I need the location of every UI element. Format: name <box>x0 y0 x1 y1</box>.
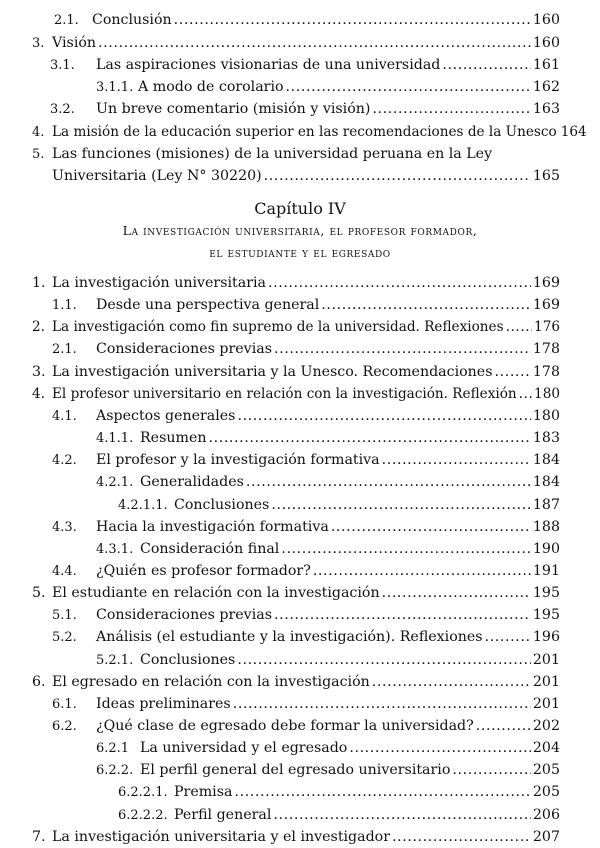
entry-page: 162 <box>532 79 560 95</box>
leader-dots <box>372 98 530 120</box>
entry-title: ¿Quién es profesor formador? <box>96 562 311 579</box>
entry-number: 3.1.1. <box>96 80 134 95</box>
entry-page: 160 <box>532 12 560 28</box>
leader-dots <box>506 316 532 338</box>
toc-entry <box>52 626 560 648</box>
leader-dots <box>274 338 531 360</box>
entry-page: 202 <box>532 718 560 734</box>
entry-title: ¿Qué clase de egresado debe formar la universidad? <box>96 718 474 734</box>
leader-dots <box>452 759 531 781</box>
entry-page: 206 <box>532 806 560 823</box>
entry-page: 204 <box>532 740 560 757</box>
entry-title: Premisa <box>174 784 233 801</box>
entry-title: La investigación universitaria y la Unesco. Recomendaciones <box>52 363 493 380</box>
entry-number: 2.1. <box>52 342 77 358</box>
toc-entry-line2 <box>52 165 560 187</box>
entry-page: 169 <box>532 275 560 291</box>
entry-title: El perfil general del egresado universitario <box>140 762 451 779</box>
leader-dots <box>476 715 531 737</box>
entry-page: 207 <box>532 828 560 845</box>
entry-number: 4. <box>32 385 45 402</box>
entry-number: 1. <box>32 275 46 291</box>
entry-page: 178 <box>532 363 560 380</box>
toc-entry <box>52 405 560 427</box>
entry-page: 169 <box>532 297 560 314</box>
leader-dots <box>268 272 531 294</box>
leader-dots <box>442 54 531 76</box>
entry-page: 205 <box>532 784 560 801</box>
entry-page: 196 <box>532 629 560 646</box>
toc-entry <box>32 272 560 294</box>
toc-entry <box>52 604 560 626</box>
entry-number: 6.2.2. <box>96 763 134 779</box>
entry-title: La misión de la educación superior en las recomendaciones de la Unesco <box>52 124 557 140</box>
entry-number: 3. <box>32 36 45 51</box>
entry-title: Visión <box>52 35 97 51</box>
entry-number: 5.2. <box>52 630 77 646</box>
toc-entry <box>96 76 560 98</box>
toc-entry <box>52 516 560 538</box>
toc-entry <box>32 671 560 693</box>
toc-entry <box>32 582 560 604</box>
leader-dots <box>234 781 530 803</box>
toc-entry <box>54 9 560 31</box>
leader-dots <box>321 294 531 316</box>
leader-dots <box>273 804 531 826</box>
entry-title: Las funciones (misiones) de la universidad peruana en la Ley <box>52 146 493 162</box>
entry-page: 201 <box>532 651 560 668</box>
entry-title: Conclusiones <box>174 496 270 513</box>
entry-title: A modo de corolario <box>138 79 284 95</box>
entry-number: 7. <box>32 828 46 845</box>
toc-entry-line1 <box>32 143 560 166</box>
toc-entry <box>96 471 560 493</box>
entry-title: Consideración final <box>140 540 280 557</box>
entry-number: 4.2. <box>52 453 77 469</box>
leader-dots <box>349 737 531 759</box>
entry-number: 4.2.1.1. <box>118 497 168 513</box>
toc-entry <box>32 316 560 338</box>
toc-entry <box>96 737 560 759</box>
toc-entry <box>118 804 560 826</box>
toc-entry <box>50 98 560 120</box>
entry-page: 164 <box>560 124 587 140</box>
leader-dots <box>271 494 531 516</box>
leader-dots <box>264 165 531 187</box>
toc-entry <box>32 32 560 54</box>
entry-title: Hacia la investigación formativa <box>96 518 329 535</box>
entry-page: 201 <box>532 673 560 690</box>
entry-number: 2. <box>32 319 45 336</box>
toc-entry <box>52 715 560 737</box>
entry-title: Conclusiones <box>140 651 236 668</box>
entry-number: 6.2. <box>52 719 77 734</box>
leader-dots <box>237 649 531 671</box>
entry-number: 2.1. <box>54 13 79 28</box>
toc-entry <box>96 759 560 781</box>
toc-entry <box>96 649 560 671</box>
toc-entry <box>52 693 560 715</box>
entry-title: Consideraciones previas <box>96 341 272 358</box>
leader-dots <box>233 693 531 715</box>
entry-title: Aspectos generales <box>96 407 236 424</box>
entry-title: Conclusión <box>92 12 172 28</box>
entry-title: El estudiante en relación con la investigación <box>52 585 380 602</box>
entry-title: La investigación universitaria <box>52 275 266 291</box>
entry-number: 3.2. <box>50 102 75 117</box>
entry-title: Generalidades <box>140 474 244 491</box>
entry-title: El egresado en relación con la investigación <box>52 673 370 690</box>
entry-page: 160 <box>532 35 560 51</box>
leader-dots <box>286 76 531 98</box>
entry-number: 4.3.1. <box>96 541 134 557</box>
toc-entry <box>32 361 560 383</box>
entry-number: 3. <box>32 363 46 380</box>
entry-page: 187 <box>532 496 560 513</box>
toc-entry <box>52 294 560 316</box>
leader-dots <box>382 449 531 471</box>
entry-number: 6.1. <box>52 696 77 712</box>
leader-dots <box>392 826 531 848</box>
toc-entry <box>52 338 560 360</box>
leader-dots <box>494 361 530 383</box>
leader-dots <box>237 405 530 427</box>
toc-entry <box>96 427 560 449</box>
entry-number: 6. <box>32 673 46 690</box>
entry-number: 4. <box>32 125 45 140</box>
leader-dots <box>98 32 531 54</box>
entry-page: 165 <box>532 168 560 184</box>
chapter-title: Capítulo IV <box>254 199 346 218</box>
entry-page: 190 <box>532 540 560 557</box>
entry-title: Perfil general <box>174 806 272 823</box>
entry-page: 201 <box>532 695 560 712</box>
entry-page: 176 <box>534 319 560 336</box>
entry-number: 4.1.1. <box>96 431 134 447</box>
entry-number: 6.2.2.2. <box>118 807 168 823</box>
entry-title: Resumen <box>140 430 207 447</box>
entry-number: 4.4. <box>52 563 77 579</box>
toc-entry <box>32 121 587 143</box>
entry-number: 1.1. <box>52 298 77 314</box>
entry-title: Un breve comentario (misión y visión) <box>96 101 371 117</box>
entry-number: 5. <box>32 147 45 162</box>
entry-number: 5.1. <box>52 608 77 624</box>
entry-number: 6.2.2.1. <box>118 785 168 801</box>
toc-entry <box>52 560 560 582</box>
leader-dots <box>313 560 531 582</box>
toc-entry <box>32 826 560 848</box>
leader-dots <box>281 538 531 560</box>
toc-entry <box>52 449 560 471</box>
leader-dots <box>372 671 531 693</box>
chapter-subtitle-line1: La investigación universitaria, el profesor formador, <box>122 223 478 238</box>
entry-page: 205 <box>532 762 560 779</box>
entry-page: 188 <box>532 518 560 535</box>
toc-entry <box>32 383 560 405</box>
entry-number: 4.2.1. <box>96 475 134 491</box>
entry-number: 4.1. <box>52 408 77 424</box>
entry-page: 191 <box>532 562 560 579</box>
leader-dots <box>174 9 531 31</box>
entry-page: 184 <box>532 474 560 491</box>
entry-page: 183 <box>532 430 560 447</box>
entry-title: Consideraciones previas <box>96 607 272 624</box>
entry-title: Análisis (el estudiante y la investigación). Reflexiones <box>96 629 483 646</box>
entry-title: El profesor universitario en relación con la investigación. Reflexión <box>52 385 517 402</box>
entry-title: Ideas preliminares <box>96 695 231 712</box>
leader-dots <box>485 626 531 648</box>
entry-title: Desde una perspectiva general <box>96 297 320 314</box>
entry-page: 161 <box>532 57 560 73</box>
entry-page: 163 <box>532 101 560 117</box>
leader-dots <box>519 383 532 405</box>
toc-entry <box>96 538 560 560</box>
entry-title: La investigación universitaria y el investigador <box>52 828 390 845</box>
leader-dots <box>274 604 531 626</box>
entry-page: 195 <box>532 585 560 602</box>
entry-title: La investigación como fin supremo de la universidad. Reflexiones <box>52 319 504 336</box>
entry-number: 3.1. <box>50 58 75 73</box>
entry-number: 6.2.1 <box>96 741 130 757</box>
entry-title: La universidad y el egresado <box>140 740 348 757</box>
leader-dots <box>246 471 531 493</box>
toc-entry <box>118 494 560 516</box>
leader-dots <box>331 516 531 538</box>
chapter-subtitle-line2: el estudiante y el egresado <box>209 245 391 260</box>
entry-title-continued: Universitaria (Ley N° 30220) <box>52 168 262 184</box>
entry-page: 195 <box>532 607 560 624</box>
entry-number: 4.3. <box>52 519 77 535</box>
entry-page: 184 <box>532 452 560 469</box>
entry-page: 180 <box>534 385 560 402</box>
entry-title: El profesor y la investigación formativa <box>96 452 380 469</box>
entry-number: 5. <box>32 585 46 602</box>
entry-title: Las aspiraciones visionarias de una universidad <box>96 57 441 73</box>
leader-dots <box>208 427 530 449</box>
entry-page: 180 <box>532 407 560 424</box>
toc-entry <box>50 54 560 76</box>
leader-dots <box>382 582 531 604</box>
entry-number: 5.2.1. <box>96 652 134 668</box>
toc-entry <box>118 781 560 803</box>
entry-page: 178 <box>532 341 560 358</box>
